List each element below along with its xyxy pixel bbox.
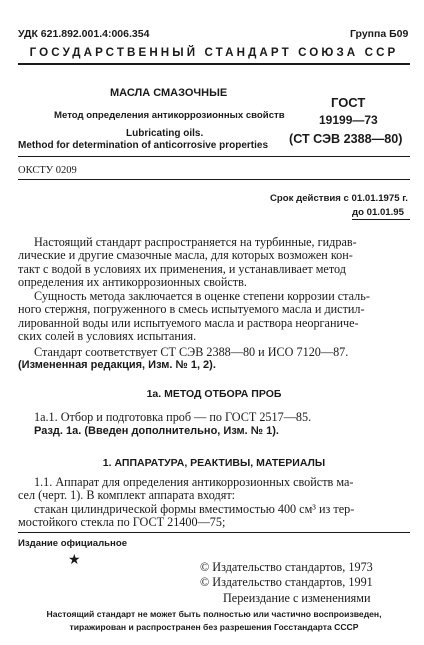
- conformity-paragraph: [18, 346, 410, 373]
- essence-line: ских солей в условиях испытания.: [18, 329, 197, 344]
- section-1a-text: 1а.1. Отбор и подготовка проб — по ГОСТ 2517—85.: [34, 410, 312, 424]
- validity-rule: [352, 219, 410, 220]
- official-edition-label: Издание официальное: [18, 538, 128, 549]
- okstu-rule: [18, 179, 410, 180]
- standard-subtitle-ru: Метод определения антикоррозионных свойств: [54, 110, 285, 121]
- intro-line: лические и другие смазочные масла, для которых возможен кон-: [18, 248, 353, 263]
- star-mark: ★: [68, 553, 81, 568]
- udk-code: УДК 621.892.001.4:006.354: [18, 28, 150, 40]
- cmea-reference: (СТ СЭВ 2388—80): [289, 132, 403, 146]
- okstu-code: ОКСТУ 0209: [18, 165, 77, 176]
- amendment-note: (Измененная редакция, Изм. № 1, 2).: [18, 359, 216, 372]
- standard-title-ru: МАСЛА СМАЗОЧНЫЕ: [110, 87, 228, 99]
- essence-line: ного стержня, погруженного в смесь испытуемого масла и дистил-: [18, 302, 365, 317]
- section-1-paragraph: [18, 476, 410, 530]
- group-code: Группа Б09: [350, 28, 409, 40]
- intro-line: определения их антикоррозионных свойств.: [18, 275, 247, 290]
- header-rule: [18, 63, 410, 65]
- state-standard-banner: ГОСУДАРСТВЕННЫЙ СТАНДАРТ СОЮЗА ССР: [29, 46, 399, 59]
- intro-line: Настоящий стандарт распространяется на турбинные, гидрав-: [34, 235, 357, 249]
- section-1-heading: 1. АППАРАТУРА, РЕАКТИВЫ, МАТЕРИАЛЫ: [102, 457, 326, 469]
- validity-to: до 01.01.95: [352, 207, 404, 218]
- section-1-line: мостойкого стекла по ГОСТ 21400—75;: [18, 515, 226, 530]
- gost-label: ГОСТ: [331, 95, 366, 110]
- conformity-line: Стандарт соответствует СТ СЭВ 2388—80 и ИСО 7120—87.: [34, 345, 349, 359]
- section-1-line: 1.1. Аппарат для определения антикоррозионных свойств ма-: [34, 475, 354, 489]
- footer-rule: [18, 532, 410, 533]
- reprint-note: Переиздание с изменениями: [223, 591, 371, 605]
- standard-subtitle-en: Method for determination of anticorrosive properties: [18, 140, 269, 151]
- section-1a-heading: 1а. МЕТОД ОТБОРА ПРОБ: [146, 388, 282, 400]
- essence-line: Сущность метода заключается в оценке степени коррозии сталь-: [34, 289, 370, 303]
- title-rule: [18, 156, 410, 157]
- section-1-line: сел (черт. 1). В комплект аппарата входят:: [18, 488, 236, 503]
- copyright-1991: © Издательство стандартов, 1991: [200, 575, 373, 589]
- reproduction-notice-line-2: тиражирован и распространен без разрешения Госстандарта СССР: [69, 622, 359, 632]
- intro-line: такт с водой в условиях их применения, и устанавливает метод: [18, 261, 346, 276]
- reproduction-notice-line-1: Настоящий стандарт не может быть полностью или частично воспроизведен,: [46, 609, 382, 619]
- essence-paragraph: [18, 290, 410, 344]
- validity-from: Срок действия с 01.01.1975 г.: [270, 193, 408, 204]
- gost-number: 19199—73: [319, 113, 378, 127]
- standard-title-en: Lubricating oils.: [126, 128, 204, 139]
- section-1a-note: Разд. 1а. (Введен дополнительно, Изм. № 1).: [34, 425, 279, 437]
- essence-line: лированной воды или испытуемого масла и раствора неорганиче-: [18, 315, 359, 330]
- intro-paragraph: [18, 236, 410, 290]
- copyright-1973: © Издательство стандартов, 1973: [200, 560, 373, 574]
- section-1-line: стакан цилиндрической формы вместимостью 400 см³ из тер-: [34, 501, 355, 516]
